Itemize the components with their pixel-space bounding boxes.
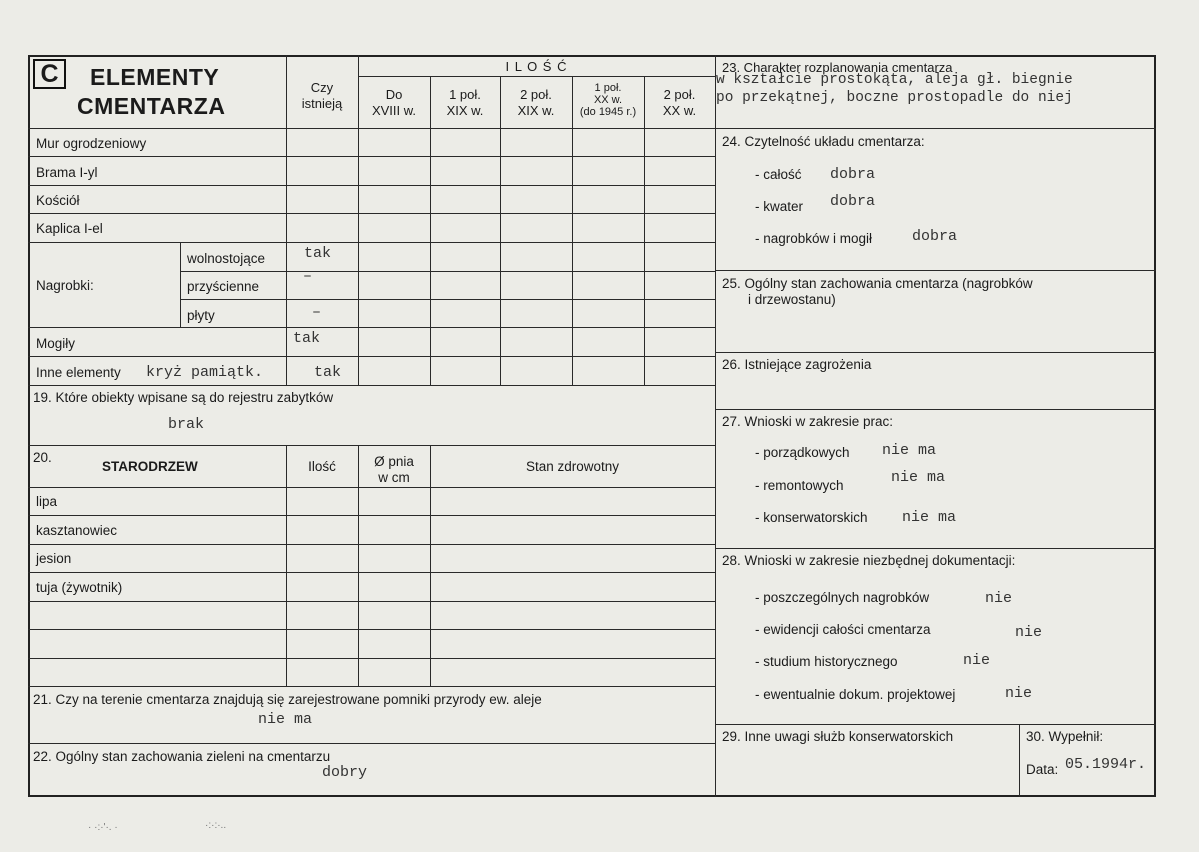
q28-item-value: nie <box>985 590 1013 607</box>
q21-label: 21. Czy na terenie cmentarza znajdują się zarejestrowane pomniki przyrody ew. aleje <box>33 692 542 707</box>
row-brama: Brama I-yl <box>36 165 98 180</box>
q29-label: 29. Inne uwagi służb konserwatorskich <box>722 729 954 744</box>
row-wolnostojace: wolnostojące <box>187 251 266 266</box>
q24-nagrobkow: - nagrobków i mogił <box>755 231 873 246</box>
q30-data-value: 05.1994r. <box>1065 756 1147 773</box>
q24-calosc-val: dobra <box>830 166 876 183</box>
q19-value: brak <box>168 416 205 433</box>
q27-remontowych: - remontowych <box>755 478 844 493</box>
col-ilosc: I L O Ś Ć <box>505 59 568 74</box>
row-mur: Mur ogrodzeniowy <box>36 136 147 151</box>
q28-item-label: - poszczególnych nagrobków <box>755 590 930 605</box>
period-xviii: Do XVIII w. <box>371 87 417 118</box>
q28-label: 28. Wnioski w zakresie niezbędnej dokumentacji: <box>722 553 1016 568</box>
q28-item-label: - ewentualnie dokum. projektowej <box>755 687 956 702</box>
q22-value: dobry <box>322 764 368 781</box>
q24-kwater: - kwater <box>755 199 804 214</box>
q27-konserwatorskich-val: nie ma <box>902 509 957 526</box>
row-nagrobki: Nagrobki: <box>36 278 94 293</box>
val-wolnostojace: tak <box>304 245 332 262</box>
row-inne: Inne elementy <box>36 365 121 380</box>
q24-label: 24. Czytelność układu cmentarza: <box>722 134 925 149</box>
period-2-xx: 2 poł. XX w. <box>662 87 697 118</box>
q27-porzadkowych: - porządkowych <box>755 445 850 460</box>
q24-calosc: - całość <box>755 167 802 182</box>
q23-line1: w kształcie prostokąta, aleja gł. biegnie <box>716 72 1073 88</box>
q25-label-2: i drzewostanu) <box>748 292 836 307</box>
tree-row: kasztanowiec <box>36 523 118 538</box>
q25-label-1: 25. Ogólny stan zachowania cmentarza (nagrobków <box>722 276 1033 291</box>
center-divider <box>715 55 716 797</box>
q19-label: 19. Które obiekty wpisane są do rejestru zabytków <box>33 390 334 405</box>
val-przyscienne: – <box>303 268 313 285</box>
row-kosciol: Kościół <box>36 193 80 208</box>
q23-label: 23. Charakter rozplanowania cmentarza <box>722 60 953 75</box>
q24-kwater-val: dobra <box>830 193 876 210</box>
row-mogily: Mogiły <box>36 336 76 351</box>
q28-item-label: - ewidencji całości cmentarza <box>755 622 931 637</box>
q20-title: STARODRZEW <box>102 459 198 474</box>
q20-num: 20. <box>33 450 52 465</box>
val-mogily: tak <box>293 330 321 347</box>
col-czy-istnieja: Czy istnieją <box>301 80 343 111</box>
q28-item-value: nie <box>1005 685 1033 702</box>
period-1-xix: 1 poł. XIX w. <box>446 87 484 118</box>
q20-col-ilosc: Ilość <box>308 459 336 474</box>
paper-speck: ·:·:·.. <box>205 820 227 831</box>
period-1-xx: 1 poł. XX w. (do 1945 r.) <box>579 82 637 118</box>
q20-col-stan: Stan zdrowotny <box>525 459 620 474</box>
q27-konserwatorskich: - konserwatorskich <box>755 510 868 525</box>
q28-item-value: nie <box>1015 624 1043 641</box>
q24-nagrobkow-val: dobra <box>912 228 958 245</box>
q27-porzadkowych-val: nie ma <box>882 442 937 459</box>
q28-item-label: - studium historycznego <box>755 654 898 669</box>
title-line-1: ELEMENTY <box>90 64 220 90</box>
q26-label: 26. Istniejące zagrożenia <box>722 357 872 372</box>
row-kaplica: Kaplica I-el <box>36 221 103 236</box>
q28-item-value: nie <box>963 652 991 669</box>
q27-label: 27. Wnioski w zakresie prac: <box>722 414 894 429</box>
paper-speck: · ·:·'·. · <box>88 822 118 833</box>
q30-label: 30. Wypełnił: <box>1026 729 1104 744</box>
row-przyscienne: przyścienne <box>187 279 260 294</box>
q23-line2: po przekątnej, boczne prostopadle do niej <box>716 90 1073 106</box>
q21-value: nie ma <box>258 711 313 728</box>
row-plyty: płyty <box>187 308 215 323</box>
period-2-xix: 2 poł. XIX w. <box>517 87 555 118</box>
section-letter: C <box>33 59 66 89</box>
q27-remontowych-val: nie ma <box>891 469 946 486</box>
q20-col-pnia: Ø pnia w cm <box>374 454 414 485</box>
tree-row: jesion <box>36 551 72 566</box>
val-inne: tak <box>314 364 342 381</box>
inne-typed: kryż pamiątk. <box>146 364 264 381</box>
q30-data-label: Data: <box>1026 762 1059 777</box>
q22-label: 22. Ogólny stan zachowania zieleni na cmentarzu <box>33 749 331 764</box>
tree-row: lipa <box>36 494 58 509</box>
val-plyty: – <box>312 304 322 321</box>
title-line-2: CMENTARZA <box>77 93 226 119</box>
tree-row: tuja (żywotnik) <box>36 580 123 595</box>
